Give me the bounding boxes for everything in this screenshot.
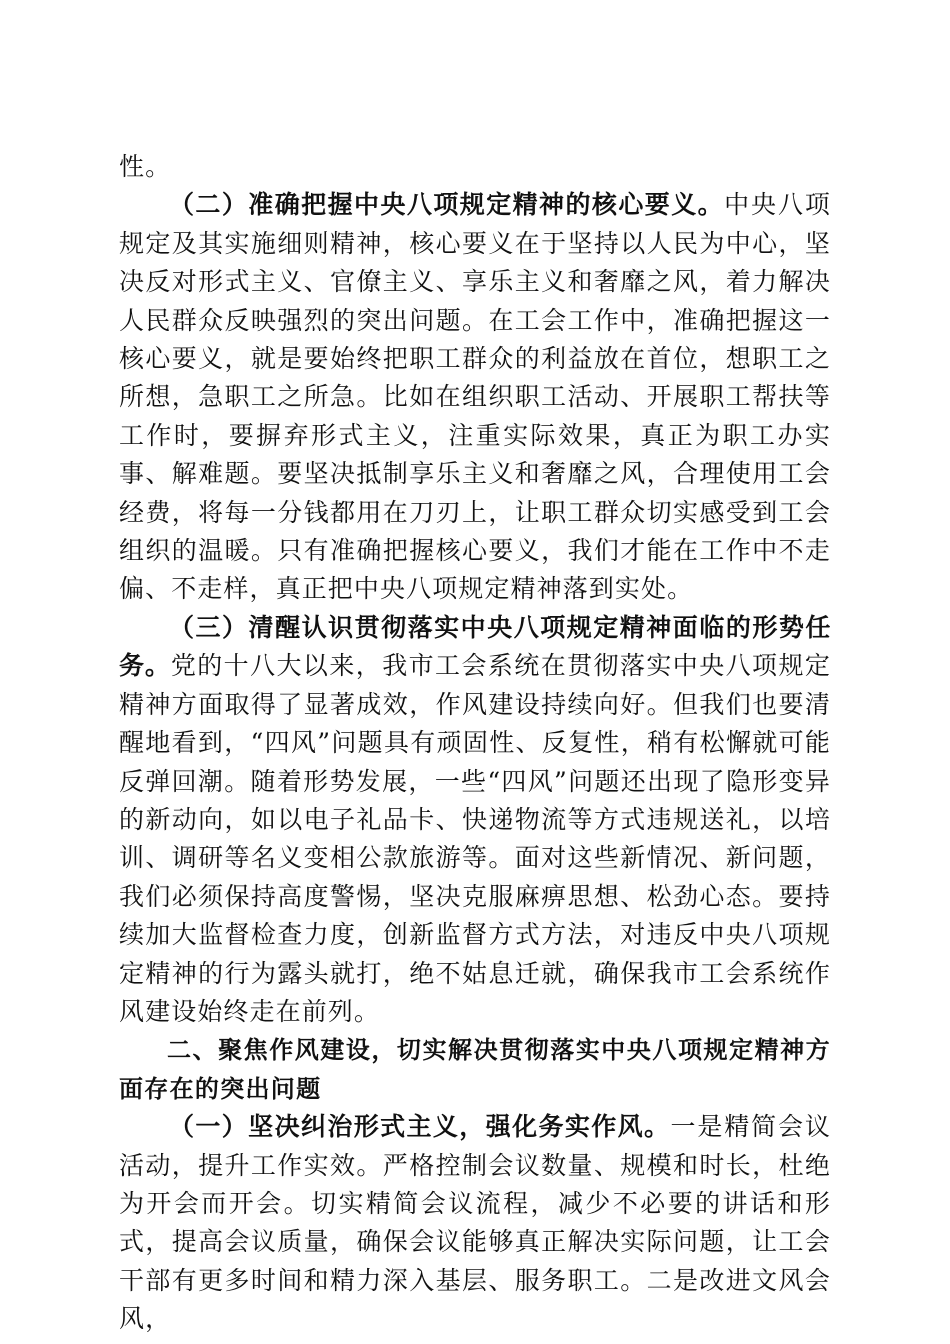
paragraph-core-meaning [119,186,831,608]
document-body [119,148,831,1339]
paragraph-situation-tasks [119,609,831,1031]
section-heading: 二、聚焦作风建设，切实解决贯彻落实中央八项规定精神方面存在的突出问题 [119,1036,831,1103]
paragraph-continuation [119,148,831,186]
paragraph-lead-heading: （一）坚决纠治形式主义，强化务实作风。 [169,1112,671,1142]
paragraph-text: 中央八项规定及其实施细则精神，核心要义在于坚持以人民为中心，坚决反对形式主义、官僚主义、享乐主义和奢靡之风，着力解决人民群众反映强烈的突出问题。在工会工作中，准确把握这一核心要义，就是要始终把职工群众的利益放在首位，想职工之所想，急职工之所急。比如在组织职工活动、开展职工帮扶等工作时，要摒弃形式主义，注重实际效果，真正为职工办实事、解难题。要坚决抵制享乐主义和奢靡之风，合理使用工会经费，将每一分钱都用在刀刃上，让职工群众切实感受到工会组织的温暖。只有准确把握核心要义，我们才能在工作中不走偏、不走样，真正把中央八项规定精神落到实处。 [119,190,831,604]
paragraph-lead-heading: （二）准确把握中央八项规定精神的核心要义。 [169,190,725,220]
paragraph-text: 性。 [119,152,172,181]
paragraph-text: 一是精简会议活动，提升工作实效。严格控制会议数量、规模和时长，杜绝为开会而开会。切实精简会议流程，减少不必要的讲话和形式，提高会议质量，确保会议能够真正解决实际问题，让工会干部有更多时间和精力深入基层、服务职工。二是改进文风会风， [119,1112,831,1334]
paragraph-text: 党的十八大以来，我市工会系统在贯彻落实中央八项规定精神方面取得了显著成效，作风建设持续向好。但我们也要清醒地看到，“四风”问题具有顽固性、反复性，稍有松懈就可能反弹回潮。随着形势发展，一些“四风”问题还出现了隐形变异的新动向，如以电子礼品卡、快递物流等方式违规送礼，以培训、调研等名义变相公款旅游等。面对这些新情况、新问题，我们必须保持高度警惕，坚决克服麻痹思想、松劲心态。要持续加大监督检查力度，创新监督方式方法，对违反中央八项规定精神的行为露头就打，绝不姑息迁就，确保我市工会系统作风建设始终走在前列。 [119,651,831,1026]
paragraph-formalism [119,1108,831,1338]
paragraph-lead-heading: （三）清醒认识贯彻落实中央八项规定精神面临的形势任务。 [119,612,831,681]
